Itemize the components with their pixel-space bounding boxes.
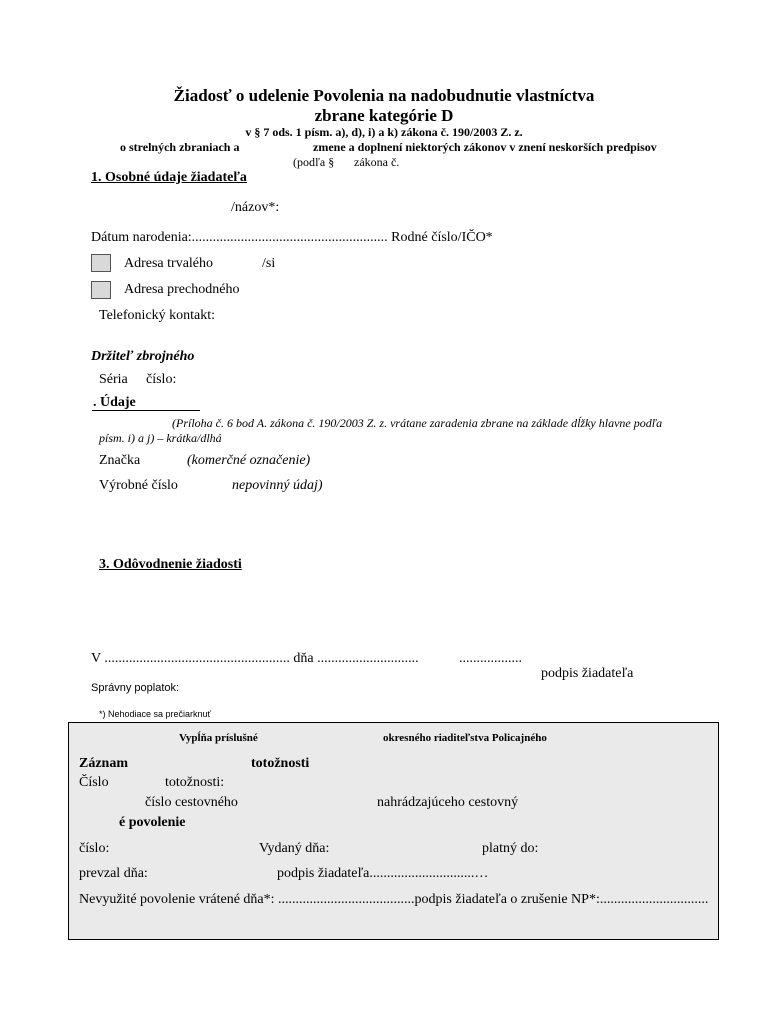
temporary-address-label: Adresa prechodného [124, 282, 240, 297]
law-reference-left: o strelných zbraniach a [120, 140, 240, 154]
number-label: Číslo [79, 775, 109, 790]
section-1-heading: 1. Osobné údaje žiadateľa [91, 170, 247, 185]
name-field-label: /názov*: [231, 200, 280, 215]
law-number-ref: zákona č. [354, 155, 400, 169]
record-label: Záznam [79, 756, 128, 771]
office-header-right: okresného riaditeľstva Policajného [383, 732, 547, 744]
weapon-category-note: (Príloha č. 6 bod A. zákona č. 190/2003 Z. z. vrátane zaradenia zbrane na základe dĺžky hlavne podľa [172, 416, 663, 430]
weapon-category-note-line2: písm. i) a j) – krátka/dlhá [99, 431, 222, 445]
temporary-address-checkbox[interactable] [91, 281, 111, 299]
valid-until-label: platný do: [482, 841, 539, 856]
license-series-label: Séria [99, 372, 128, 387]
section-2-underline [92, 410, 200, 411]
law-paragraph-ref: (podľa § [293, 155, 335, 169]
brand-hint: (komerčné označenie) [187, 453, 311, 468]
serial-number-label: Výrobné číslo [99, 478, 178, 493]
phone-contact-label: Telefonický kontakt: [99, 308, 216, 323]
law-reference-right: zmene a doplnení niektorých zákonov v znení neskorších predpisov [313, 140, 657, 154]
license-holder-heading: Držiteľ zbrojného [91, 349, 195, 364]
law-reference: v § 7 ods. 1 písm. a), d), i) a k) zákona č. 190/2003 Z. z. [245, 125, 523, 139]
serial-number-hint: nepovinný údaj) [232, 478, 323, 493]
document-title-line2: zbrane kategórie D [314, 106, 454, 125]
section-3-heading: 3. Odôvodnenie žiadosti [99, 557, 242, 572]
office-use-box [68, 722, 719, 940]
received-date-label: prevzal dňa: [79, 866, 148, 881]
replacement-passport-label: nahrádzajúceho cestovný [377, 795, 519, 810]
document-title-line1: Žiadosť o udelenie Povolenia na nadobudnutie vlastníctva [173, 86, 595, 105]
brand-label: Značka [99, 453, 141, 468]
identity-colon-label: totožnosti: [165, 775, 225, 790]
permanent-address-suffix: /si [262, 256, 276, 271]
identity-heading: totožnosti [251, 756, 310, 771]
license-number-label: číslo: [146, 372, 177, 387]
permit-label: é povolenie [119, 815, 186, 830]
birth-date-field-label: Dátum narodenia:........................................................ Rodné číslo/IČO* [91, 230, 493, 245]
permanent-address-label: Adresa trvalého [124, 256, 214, 271]
office-header-left: Vypĺňa príslušné [179, 732, 258, 744]
office-applicant-signature: podpis žiadateľa..............................… [277, 866, 489, 881]
administrative-fee-label: Správny poplatok: [91, 682, 180, 694]
place-date-line: V ..................................................... dňa ............................. [91, 651, 419, 666]
permit-returned-line: Nevyužité povolenie vrátené dňa*: .......................................podpis žiadateľa o zrušenie NP*:............................... [79, 892, 709, 907]
passport-number-label: číslo cestovného [145, 795, 238, 810]
issued-date-label: Vydaný dňa: [259, 841, 330, 856]
place-date-extra-dots: .................. [459, 651, 522, 666]
permanent-address-checkbox[interactable] [91, 254, 111, 272]
applicant-signature-label: podpis žiadateľa [541, 666, 634, 681]
footnote: *) Nehodiace sa prečiarknuť [99, 709, 211, 719]
permit-number-label: číslo: [79, 841, 110, 856]
section-2-heading: . Údaje [93, 395, 136, 410]
